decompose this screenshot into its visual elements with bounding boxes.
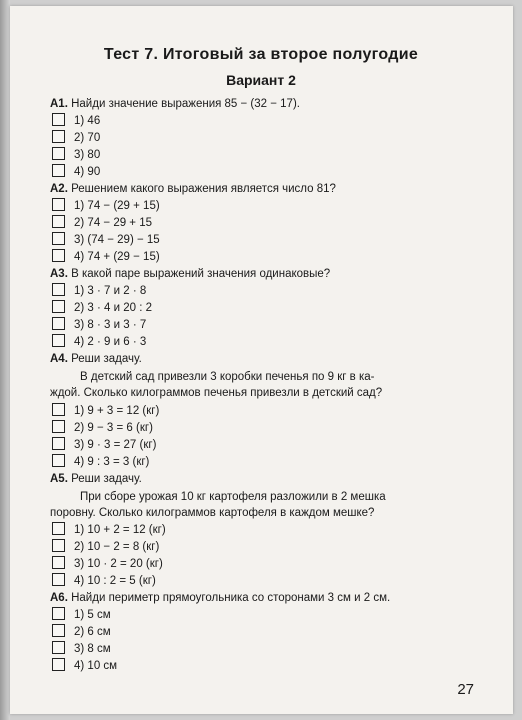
checkbox[interactable] [52, 607, 65, 620]
option-label: 2) 70 [74, 132, 101, 144]
question-a5 [50, 471, 142, 487]
option-label: 4) 9 : 3 = 3 (кг) [74, 456, 150, 468]
test-title: Тест 7. Итоговый за второе полугодие [103, 46, 419, 63]
option-label: 4) 74 + (29 − 15) [74, 251, 160, 263]
checkbox[interactable] [52, 147, 65, 160]
problem-line: В детский сад привезли 3 коробки печенья по 9 кг в ка- [80, 371, 375, 383]
answer-option[interactable] [52, 283, 146, 299]
option-label: 1) 9 + 3 = 12 (кг) [74, 405, 160, 417]
option-label: 3) 8 см [74, 643, 111, 655]
option-label: 4) 2 · 9 и 6 · 3 [74, 336, 147, 348]
question-id: А2. [50, 183, 68, 195]
question-text: Решением какого выражения является число 81? [71, 183, 336, 195]
answer-option[interactable] [52, 334, 146, 350]
question-a2 [50, 181, 336, 197]
problem-text [50, 489, 480, 521]
checkbox[interactable] [52, 317, 65, 330]
checkbox[interactable] [52, 130, 65, 143]
answer-option[interactable] [52, 573, 156, 589]
answer-option[interactable] [52, 198, 160, 214]
checkbox[interactable] [52, 249, 65, 262]
option-label: 3) 10 · 2 = 20 (кг) [74, 558, 163, 570]
answer-option[interactable] [52, 215, 152, 231]
answer-option[interactable] [52, 300, 152, 316]
answer-option[interactable] [52, 454, 149, 470]
option-label: 2) 10 − 2 = 8 (кг) [74, 541, 160, 553]
question-text: Найди значение выражения 85 − (32 − 17). [71, 98, 300, 110]
option-label: 4) 10 см [74, 660, 118, 672]
answer-option[interactable] [52, 147, 100, 163]
option-label: 1) 46 [74, 115, 101, 127]
question-id: А5. [50, 473, 68, 485]
option-label: 3) 9 · 3 = 27 (кг) [74, 439, 157, 451]
answer-option[interactable] [52, 539, 159, 555]
option-label: 3) 8 · 3 и 3 · 7 [74, 319, 147, 331]
answer-option[interactable] [52, 607, 111, 623]
checkbox[interactable] [52, 522, 65, 535]
answer-option[interactable] [52, 658, 117, 674]
checkbox[interactable] [52, 437, 65, 450]
problem-text [50, 369, 480, 401]
option-label: 1) 5 см [74, 609, 111, 621]
question-id: А3. [50, 268, 68, 280]
question-id: А4. [50, 353, 68, 365]
option-label: 3) 80 [74, 149, 101, 161]
answer-option[interactable] [52, 232, 160, 248]
checkbox[interactable] [52, 232, 65, 245]
answer-option[interactable] [52, 641, 111, 657]
problem-line: При сборе урожая 10 кг картофеля разложили в 2 мешка [80, 491, 386, 503]
checkbox[interactable] [52, 556, 65, 569]
checkbox[interactable] [52, 420, 65, 433]
book-spine [0, 0, 10, 720]
checkbox[interactable] [52, 641, 65, 654]
answer-option[interactable] [52, 420, 153, 436]
answer-option[interactable] [52, 403, 159, 419]
checkbox[interactable] [52, 573, 65, 586]
option-label: 1) 74 − (29 + 15) [74, 200, 160, 212]
option-label: 2) 6 см [74, 626, 111, 638]
question-text: Реши задачу. [71, 473, 142, 485]
answer-option[interactable] [52, 522, 166, 538]
checkbox[interactable] [52, 215, 65, 228]
checkbox[interactable] [52, 283, 65, 296]
option-label: 2) 3 · 4 и 20 : 2 [74, 302, 153, 314]
checkbox[interactable] [52, 454, 65, 467]
question-id: А6. [50, 592, 68, 604]
question-text: Найди периметр прямоугольника со сторонами 3 см и 2 см. [71, 592, 391, 604]
question-a1 [50, 96, 300, 112]
option-label: 2) 74 − 29 + 15 [74, 217, 153, 229]
answer-option[interactable] [52, 249, 160, 265]
checkbox[interactable] [52, 334, 65, 347]
checkbox[interactable] [52, 658, 65, 671]
option-label: 3) (74 − 29) − 15 [74, 234, 160, 246]
question-id: А1. [50, 98, 68, 110]
page-number: 27 [457, 681, 474, 698]
checkbox[interactable] [52, 300, 65, 313]
checkbox[interactable] [52, 164, 65, 177]
question-a4 [50, 351, 142, 367]
option-label: 1) 10 + 2 = 12 (кг) [74, 524, 166, 536]
checkbox[interactable] [52, 539, 65, 552]
problem-line: ждой. Сколько килограммов печенья привезли в детский сад? [50, 387, 383, 399]
answer-option[interactable] [52, 130, 100, 146]
checkbox[interactable] [52, 624, 65, 637]
answer-option[interactable] [52, 624, 111, 640]
option-label: 4) 10 : 2 = 5 (кг) [74, 575, 156, 587]
checkbox[interactable] [52, 403, 65, 416]
problem-line: поровну. Сколько килограммов картофеля в каждом мешке? [50, 507, 375, 519]
variant-label: Вариант 2 [226, 72, 296, 88]
answer-option[interactable] [52, 556, 163, 572]
question-text: Реши задачу. [71, 353, 142, 365]
question-text: В какой паре выражений значения одинаковые? [71, 268, 331, 280]
checkbox[interactable] [52, 198, 65, 211]
answer-option[interactable] [52, 164, 100, 180]
option-label: 4) 90 [74, 166, 101, 178]
answer-option[interactable] [52, 317, 146, 333]
option-label: 2) 9 − 3 = 6 (кг) [74, 422, 153, 434]
question-a6 [50, 590, 390, 606]
answer-option[interactable] [52, 437, 156, 453]
answer-option[interactable] [52, 113, 100, 129]
question-a3 [50, 266, 330, 282]
option-label: 1) 3 · 7 и 2 · 8 [74, 285, 147, 297]
checkbox[interactable] [52, 113, 65, 126]
